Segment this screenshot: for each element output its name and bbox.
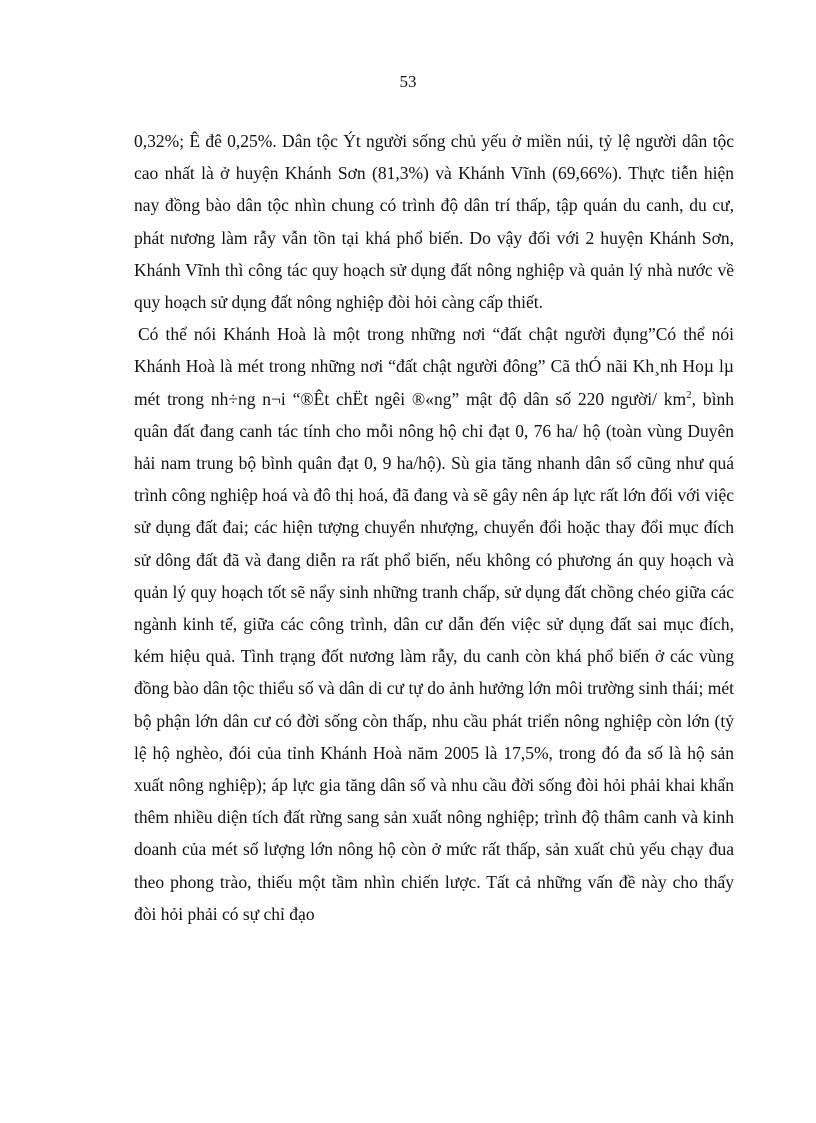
page-number: 53 [399, 72, 417, 91]
paragraph-2-part-2: , bình quân đất đang canh tác tính cho mỗi nông hộ chỉ đạt 0, 76 ha/ hộ (toàn vùng Duyên hải nam trung bộ bình quân đạt 0, 9 ha/hộ). Sù gia tăng nhanh dân số cũng như quá trình công nghiệp hoá và đô thị hoá, đã đang và sẽ gây nên áp lực rất lớn đối với việc sử dụng đất đai; các hiện tượng chuyển nhượng, chuyển đổi hoặc thay đổi mục đích sử dông đất đã và đang diễn ra rất phổ biến, nếu không có phương án quy hoạch và quản lý quy hoạch tốt sẽ nẩy sinh những tranh chấp, sử dụng đất chồng chéo giữa các ngành kinh tế, giữa các công trình, dân cư dẫn đến việc sử dụng đất sai mục đích, kém hiệu quả. Tình trạng đốt nương làm rẫy, du canh còn khá phổ biến ở các vùng đồng bào dân tộc thiểu số và dân di cư tự do ảnh hưởng lớn môi trường sinh thái; mét bộ phận lớn dân cư có đời sống còn thấp, nhu cầu phát triển nông nghiệp còn lớn (tỷ lệ hộ nghèo, đói của tỉnh Khánh Hoà năm 2005 là 17,5%, trong đó đa số là hộ sản xuất nông nghiệp); áp lực gia tăng dân số và nhu cầu đời sống đòi hỏi phải khai khẩn thêm nhiều diện tích đất rừng sang sản xuất nông nghiệp; trình độ thâm canh và kinh doanh của mét số lượng lớn nông hộ còn ở mức rất thấp, sản xuất chủ yếu chạy đua theo phong trào, thiếu một tầm nhìn chiến lược. Tất cả những vấn đề này cho thấy đòi hỏi phải có sự chỉ đạo [134, 388, 734, 924]
paragraph-2-part-1: Có thể nói Khánh Hoà là một trong những nơi “đất chật người đụng”Có thể nói Khánh Hoà là mét trong những nơi “đất chật người đông” Cã thÓ nãi Kh¸nh Hoµ lµ mét trong nh÷ng n¬i “®Êt chËt ngêi ®«ng” mật độ dân số 220 người/ km [134, 324, 734, 409]
body-text [134, 125, 734, 930]
paragraph-1: 0,32%; Ê đê 0,25%. Dân tộc Ýt người sống chủ yếu ở miền núi, tỷ lệ người dân tộc cao nhất là ở huyện Khánh Sơn (81,3%) và Khánh Vĩnh (69,66%). Thực tiễn hiện nay đồng bào dân tộc nhìn chung có trình độ dân trí thấp, tập quán du canh, du cư, phát nương làm rẫy vẫn tồn tại khá phổ biến. Do vậy đối với 2 huyện Khánh Sơn, Khánh Vĩnh thì công tác quy hoạch sử dụng đất nông nghiệp và quản lý nhà nước về quy hoạch sử dụng đất nông nghiệp đòi hỏi càng cấp thiết. [134, 131, 734, 313]
paragraph-2 [134, 318, 734, 930]
superscript: 2 [686, 388, 692, 401]
